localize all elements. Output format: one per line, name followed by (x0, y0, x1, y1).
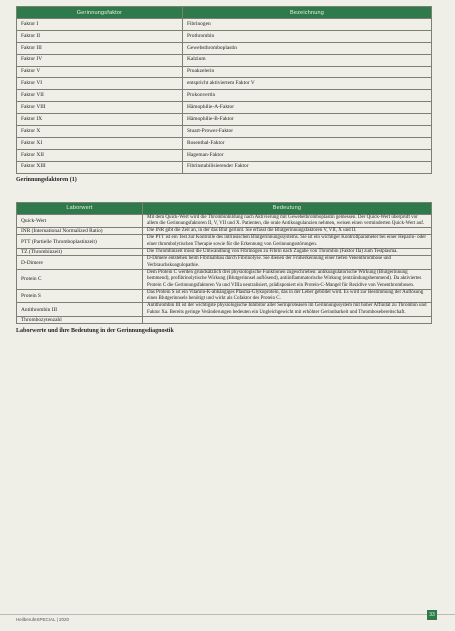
table-row (17, 42, 432, 54)
table-header-row (17, 202, 432, 214)
row-label-cell: Antithrombin III (17, 303, 143, 317)
column-header: Gerinnungsfaktor (17, 7, 183, 19)
row-label-cell: Faktor V (17, 66, 183, 78)
table-row (17, 137, 432, 149)
table-header-row (17, 7, 432, 19)
row-value-cell: Prothrombin (183, 30, 432, 42)
row-value-cell: Die INR gibt die Zeit an, in der das Blut gerinnt. Sie erfasst die Blutgerinnungsfaktoren V, VII, X und II. (143, 228, 432, 235)
table-row (17, 249, 432, 256)
table-row (17, 161, 432, 173)
row-label-cell: Faktor VI (17, 78, 183, 90)
row-value-cell: Gewebsthromboplastin (183, 42, 432, 54)
table-row (17, 19, 432, 31)
row-label-cell: INR (International Normalized Ratio) (17, 228, 143, 235)
row-label-cell: Thrombozytenzahl (17, 317, 143, 324)
table-row (17, 114, 432, 126)
table-row (17, 228, 432, 235)
row-label-cell: Faktor XII (17, 149, 183, 161)
column-header: Bedeutung (143, 202, 432, 214)
table-row (17, 126, 432, 138)
row-label-cell: Protein S (17, 289, 143, 303)
row-value-cell: Mit dem Quick-Wert wird die Thrombinbildung nach Aktivierung mit Gewebethromboplastin gemessen. Der Quick-Wert überprüft vor allem die Gerinnungsfaktoren II, V, VII und X. Patienten, die orale Antikoagulanzien nehmen, weisen einen verminderten Quick-Wert auf. (143, 214, 432, 228)
row-value-cell: Hämophilie-B-Faktor (183, 114, 432, 126)
table-row (17, 54, 432, 66)
row-value-cell: Hämophilie-A-Faktor (183, 102, 432, 114)
row-value-cell: Proakzelerin (183, 66, 432, 78)
page-footer (0, 614, 455, 625)
table-row (17, 90, 432, 102)
row-label-cell: Quick-Wert (17, 214, 143, 228)
table-row (17, 214, 432, 228)
row-label-cell: Faktor VII (17, 90, 183, 102)
row-value-cell: Hageman-Faktor (183, 149, 432, 161)
row-value-cell (143, 317, 432, 324)
table-row (17, 66, 432, 78)
row-value-cell: Die Thrombinzeit misst die Umwandlung von Fibrinogen zu Fibrin nach Zugabe von Thrombin (Faktor IIa) zum Testplasma. (143, 249, 432, 256)
row-value-cell: Fibrinogen (183, 19, 432, 31)
column-header: Bezeichnung (183, 7, 432, 19)
table-caption: Laborwerte und ihre Bedeutung in der Gerinnungsdiagnostik (16, 328, 174, 335)
table-row (17, 30, 432, 42)
row-label-cell: Faktor X (17, 126, 183, 138)
table-row (17, 303, 432, 317)
row-label-cell: Faktor IX (17, 114, 183, 126)
row-value-cell: Prokonvertin (183, 90, 432, 102)
row-label-cell: Faktor IV (17, 54, 183, 66)
publication-source: HeilberufeSPECIAL | 2020 (16, 617, 70, 622)
table-row (17, 235, 432, 249)
table-row (17, 102, 432, 114)
row-label-cell: Faktor II (17, 30, 183, 42)
table-row (17, 269, 432, 289)
row-value-cell: D-Dimere entstehen beim Fibrinabbau durch Fibrinolyse. Sie dienen der Früherkennung einer tiefen Venenthrombose und Verbrauchskoagulopathie. (143, 256, 432, 270)
row-label-cell: Faktor VIII (17, 102, 183, 114)
row-value-cell: Das Protein S ist ein Vitamin-K-abhängiges Plasma-Glykoprotein, das in der Leber gebildet wird. Es wird zur Bestimmung der Auflösung eines Blutgerinnsels benötigt und wirkt als Cofaktor des Protein C. (143, 289, 432, 303)
row-value-cell: Kalzium (183, 54, 432, 66)
table-row (17, 256, 432, 270)
page-number: 33 (427, 610, 437, 620)
row-value-cell: Stuart-Prower-Faktor (183, 126, 432, 138)
column-header: Laborwert (17, 202, 143, 214)
lab-values-table (16, 202, 432, 325)
table-row (17, 317, 432, 324)
row-value-cell: Dem Protein C werden grundsätzlich drei physiologische Funktionen zugeschrieben: antikoagulatorische Wirkung (Blutgerinnung hemmend), profibrinolytische Wirkung (Blutgerinnsel auflösend), antiinflammatorische Wirkung (entzündungshemmend). Da aktiviertes Protein C die Gerinnungsfaktoren Va und VIIIa neutralisiert, prädisponiert ein Protein-C-Mangel für Rezidive von Venenthrombosen. (143, 269, 432, 289)
table-row (17, 289, 432, 303)
row-label-cell: Faktor III (17, 42, 183, 54)
row-label-cell: Faktor I (17, 19, 183, 31)
row-value-cell: entspricht aktiviertem Faktor V (183, 78, 432, 90)
row-label-cell: D-Dimere (17, 256, 143, 270)
row-label-cell: Faktor XIII (17, 161, 183, 173)
page-content (16, 6, 437, 334)
row-label-cell: TZ (Thrombinzeit) (17, 249, 143, 256)
table-caption: Gerinnungsfaktoren (1) (16, 176, 77, 183)
row-value-cell: Fibrinstabilisierender Faktor (183, 161, 432, 173)
coagulation-factors-table (16, 6, 432, 174)
row-value-cell: Rosenthal-Faktor (183, 137, 432, 149)
row-value-cell: Die PTT ist ein Test zur Kontrolle des intrinsischen Blutgerinnungssystems. Sie ist ein wichtiger Kontrollparameter bei einer Heparin- oder einer thrombolytischen Therapie sowie für die Erkennung von Gerinnungsstörungen. (143, 235, 432, 249)
row-value-cell: Antithrombin III ist der wichtigste physiologische Inhibitor aller Serinproteasen im Gerinnungssystem mit hoher Affinität zu Thrombin und Faktor Xa. Bereits geringe Veränderungen bedeuten ein Ungleichgewicht mit erhöhter Gerinnbarkeit und Thrombosebereitschaft. (143, 303, 432, 317)
row-label-cell: PTT (Partielle Thromboplastinzeit) (17, 235, 143, 249)
row-label-cell: Protein C (17, 269, 143, 289)
row-label-cell: Faktor XI (17, 137, 183, 149)
table-row (17, 149, 432, 161)
table-row (17, 78, 432, 90)
